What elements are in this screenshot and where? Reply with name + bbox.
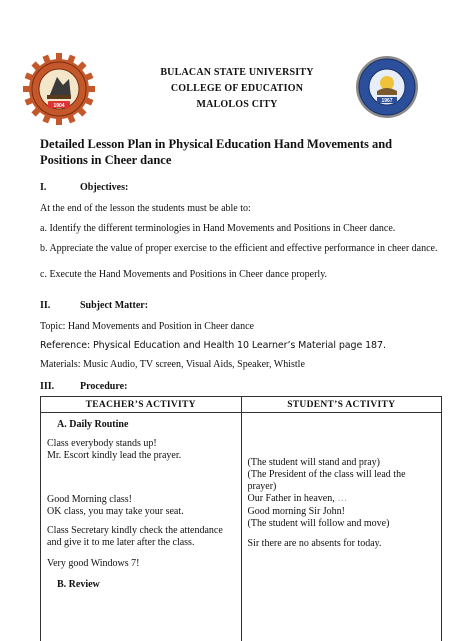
teacher-activity-cell	[41, 413, 242, 641]
objectives-intro: At the end of the lesson the students must be able to:	[40, 202, 440, 215]
teacher-line: Very good Windows 7!	[47, 558, 139, 570]
procedure-table	[40, 396, 442, 641]
student-line: prayer)	[248, 481, 277, 493]
student-line: (The student will stand and pray)	[248, 457, 380, 469]
teacher-line: Class Secretary kindly check the attendance	[47, 525, 223, 537]
left-seal-year: 1904	[53, 103, 64, 109]
teacher-line: Class everybody stands up!	[47, 438, 157, 450]
college-name: COLLEGE OF EDUCATION	[0, 83, 474, 94]
teacher-line: and give it to me later after the class.	[47, 537, 194, 549]
objective-item-a: a. Identify the different terminologies in Hand Movements and Positions in Cheer dance.	[40, 222, 440, 235]
objective-item-b: b. Appreciate the value of proper exercise to the efficient and effective performance in cheer dance.	[40, 242, 442, 255]
table-header-row	[41, 397, 442, 413]
document-title: Detailed Lesson Plan in Physical Education Hand Movements and Positions in Cheer dance	[40, 136, 420, 168]
student-activity-header: STUDENT’S ACTIVITY	[241, 397, 442, 413]
university-name: BULACAN STATE UNIVERSITY	[0, 67, 474, 78]
subject-number: II.	[40, 300, 80, 311]
review-label: B. Review	[57, 579, 100, 591]
procedure-number: III.	[40, 381, 80, 392]
student-line: Good morning Sir John!	[248, 506, 346, 518]
student-line: Sir there are no absents for today.	[248, 538, 382, 550]
right-seal-year: 1967	[381, 98, 392, 104]
gear-tooth	[56, 117, 62, 125]
student-line: (The student will follow and move)	[248, 518, 390, 530]
subject-heading	[40, 300, 148, 311]
student-line	[248, 493, 348, 505]
procedure-heading	[40, 381, 127, 392]
objectives-number: I.	[40, 182, 80, 193]
student-prayer-text: Our Father in heaven,	[248, 493, 335, 504]
teacher-activity-header: TEACHER’S ACTIVITY	[41, 397, 242, 413]
teacher-line: OK class, you may take your seat.	[47, 506, 184, 518]
student-line: (The President of the class will lead the	[248, 469, 406, 481]
subject-reference: Reference: Physical Education and Health 10 Learner’s Material page 187.	[40, 339, 440, 352]
gear-tooth	[56, 53, 62, 61]
student-prayer-ellipsis: …	[337, 493, 347, 504]
objectives-heading	[40, 182, 128, 193]
city-name: MALOLOS CITY	[0, 99, 474, 110]
procedure-heading-text: Procedure:	[80, 381, 127, 392]
subject-materials: Materials: Music Audio, TV screen, Visual Aids, Speaker, Whistle	[40, 358, 440, 371]
table-row	[41, 413, 442, 641]
subject-topic: Topic: Hand Movements and Position in Cheer dance	[40, 320, 440, 333]
teacher-line: Good Morning class!	[47, 494, 132, 506]
teacher-line: Mr. Escort kindly lead the prayer.	[47, 450, 181, 462]
subject-heading-text: Subject Matter:	[80, 300, 148, 311]
objective-item-c: c. Execute the Hand Movements and Positions in Cheer dance properly.	[40, 268, 440, 281]
objectives-heading-text: Objectives:	[80, 182, 128, 193]
student-activity-cell	[241, 413, 442, 641]
daily-routine-label: A. Daily Routine	[57, 419, 128, 431]
